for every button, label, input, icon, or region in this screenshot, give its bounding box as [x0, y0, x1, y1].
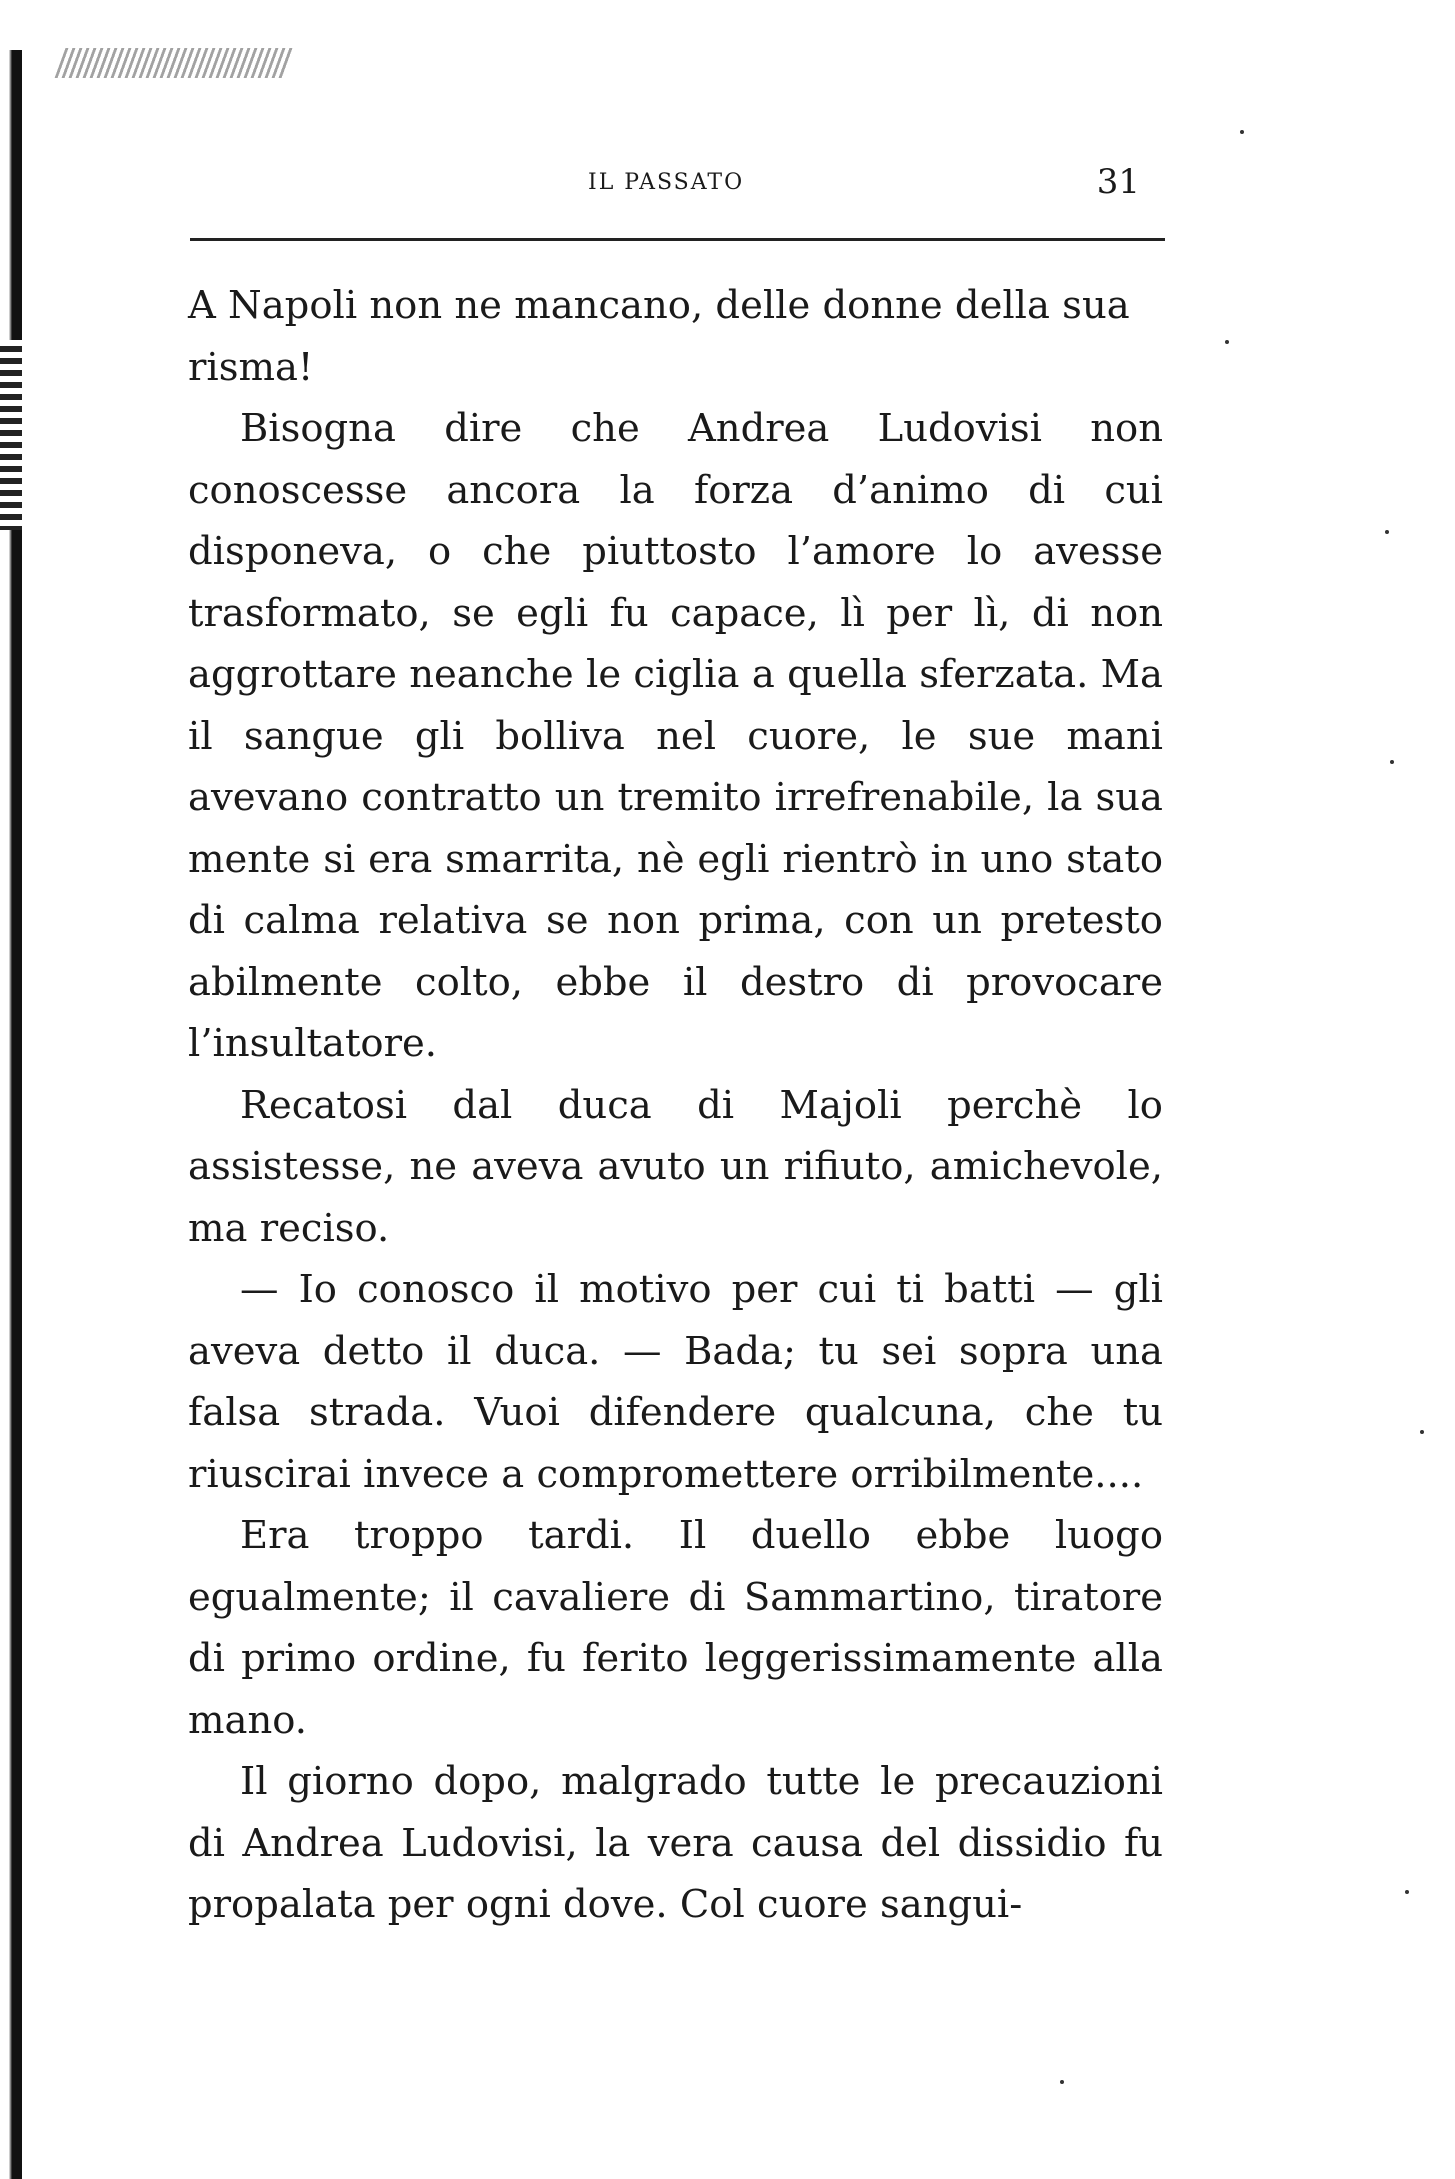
speck	[1385, 530, 1389, 534]
paragraph-3: Recatosi dal duca di Majoli perchè lo assistesse, ne aveva avuto un rifiuto, amichevole, ma reciso.	[188, 1082, 1163, 1251]
speck	[1405, 1890, 1409, 1894]
binding-shadow	[0, 50, 22, 2179]
paragraph-1: A Napoli non ne mancano, delle donne della sua risma!	[188, 283, 1130, 390]
corner-smudge	[55, 48, 296, 78]
paragraph-6: Il giorno dopo, malgrado tutte le precauzioni di Andrea Ludovisi, la vera causa del dissidio fu propalata per ogni dove. Col cuore sangui-	[188, 1759, 1163, 1927]
book-page	[188, 162, 1168, 1927]
speck	[1225, 340, 1229, 344]
speck	[1390, 760, 1394, 764]
speck	[1060, 2080, 1064, 2084]
body-text	[188, 275, 1163, 1936]
binding-gap	[0, 340, 22, 530]
speck	[1240, 130, 1244, 134]
header-rule	[190, 238, 1165, 241]
paragraph-2: Bisogna dire che Andrea Ludovisi non conoscesse ancora la forza d’animo di cui disponeva, o che piuttosto l’amore lo avesse trasformato, se egli fu capace, lì per lì, di non aggrottare neanche le ciglia a quella sferzata. Ma il sangue gli bolliva nel cuore, le sue mani avevano contratto un tremito irrefrenabile, la sua mente si era smarrita, nè egli rientrò in uno stato di calma relativa se non prima, con un pretesto abilmente colto, ebbe il destro di provocare l’insultatore.	[188, 406, 1163, 1066]
page-number: 31	[1096, 162, 1140, 202]
running-head	[188, 162, 1168, 220]
running-title: IL PASSATO	[588, 170, 745, 195]
paragraph-4: — Io conosco il motivo per cui ti batti — gli aveva detto il duca. — Bada; tu sei sopra una falsa strada. Vuoi difendere qualcuna, che tu riuscirai invece a compromettere orribilmente....	[188, 1267, 1163, 1497]
speck	[1420, 1430, 1424, 1434]
paragraph-5: Era troppo tardi. Il duello ebbe luogo egualmente; il cavaliere di Sammartino, tiratore di primo ordine, fu ferito leggerissimamente alla mano.	[188, 1513, 1163, 1743]
